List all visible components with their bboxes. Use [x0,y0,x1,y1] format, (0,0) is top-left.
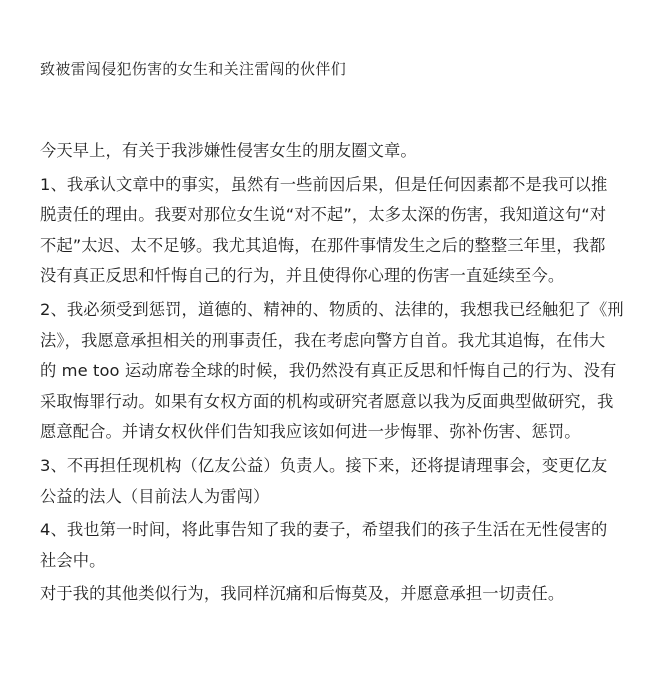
text-line: 2、我必须受到惩罚，道德的、精神的、物质的、法律的，我想我已经触犯了《刑 [40,299,624,319]
text-line: 没有真正反思和忏悔自己的行为，并且使得你心理的伤害一直延续至今。 [40,266,565,286]
text-line: 社会中。 [40,550,106,570]
text-line: 公益的法人（目前法人为雷闯） [40,486,270,506]
text-line: 的 me too 运动席卷全球的时候，我仍然没有真正反思和忏悔自己的行为、没有 [40,361,617,381]
paragraph-point-4 [40,515,611,576]
document-title: 致被雷闯侵犯伤害的女生和关注雷闯的伙伴们 [40,60,347,78]
paragraph-point-1 [40,170,611,292]
text-line: 1、我承认文章中的事实，虽然有一些前因后果，但是任何因素都不是我可以推 [40,174,608,194]
text-line: 今天早上，有关于我涉嫌性侵害女生的朋友圈文章。 [40,141,417,160]
paragraph-intro [40,136,611,167]
text-line: 4、我也第一时间，将此事告知了我的妻子，希望我们的孩子生活在无性侵害的 [40,520,608,540]
text-line: 采取悔罪行动。如果有女权方面的机构或研究者愿意以我为反面典型做研究，我 [40,391,614,411]
paragraph-closing [40,579,611,610]
text-line: 愿意配合。并请女权伙伴们告知我应该如何进一步悔罪、弥补伤害、惩罚。 [40,422,581,442]
text-line: 法》，我愿意承担相关的刑事责任，我在考虑向警方自首。我尤其追悔，在伟大 [40,330,606,350]
text-line: 3、不再担任现机构（亿友公益）负责人。接下来，还将提请理事会，变更亿友 [40,455,608,475]
paragraph-point-3 [40,451,611,512]
text-line: 脱责任的理由。我要对那位女生说“对不起”，太多太深的伤害，我知道这句“对 [40,205,607,225]
text-line: 对于我的其他类似行为，我同样沉痛和后悔莫及，并愿意承担一切责任。 [40,584,565,604]
text-line: 不起”太迟、太不足够。我尤其追悔，在那件事情发生之后的整整三年里，我都 [40,235,606,255]
paragraph-point-2 [40,295,624,448]
